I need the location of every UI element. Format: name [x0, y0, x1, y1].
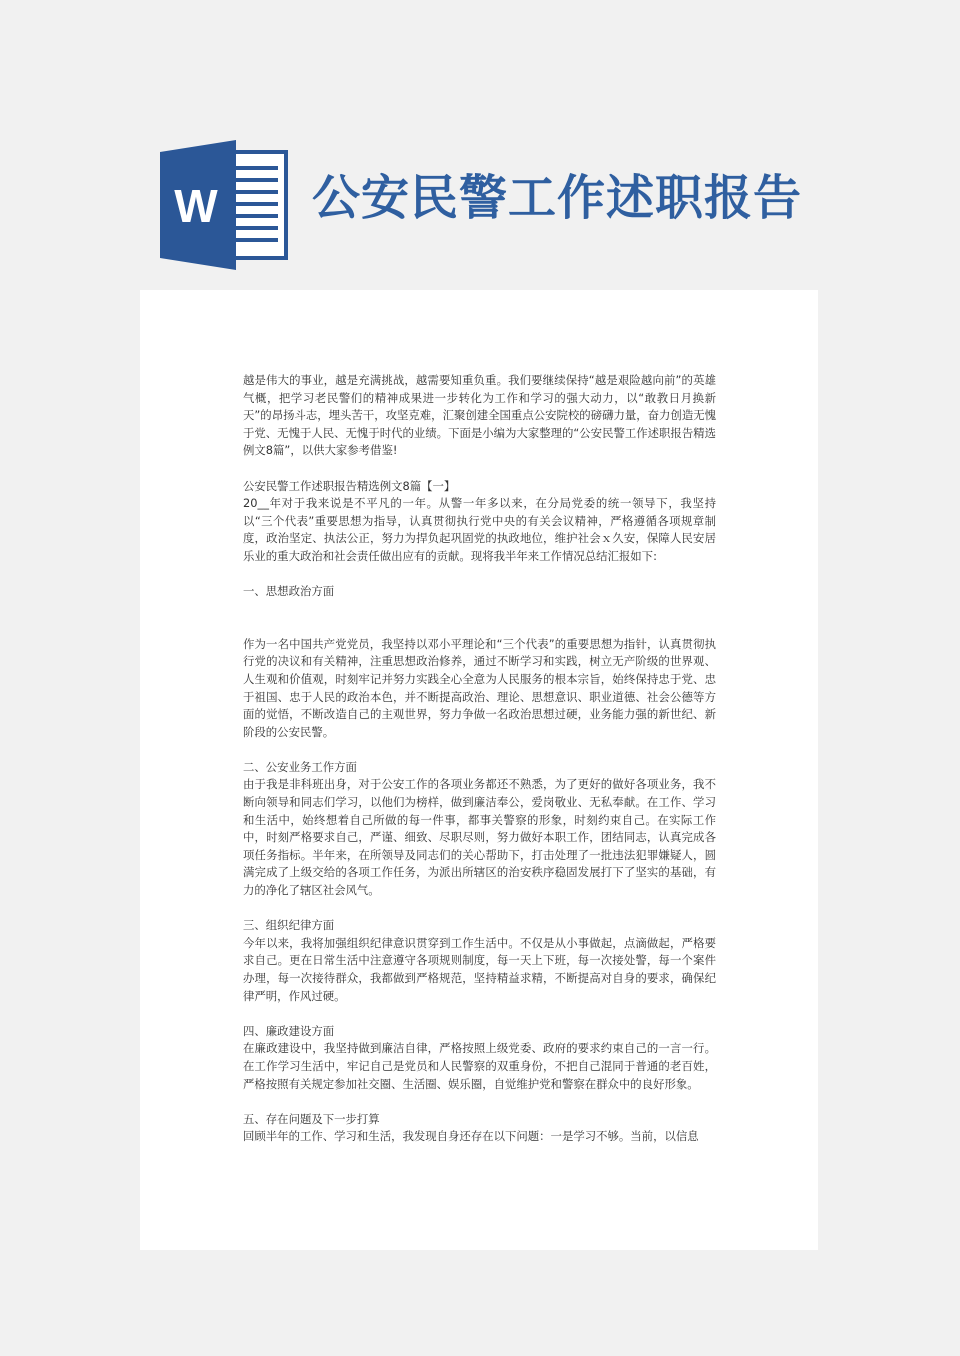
word-icon-letter: W — [174, 180, 218, 232]
section-body-1: 作为一名中国共产党党员，我坚持以邓小平理论和“三个代表”的重要思想为指针，认真贯彻执行党的决议和有关精神，注重思想政治修养，通过不断学习和实践，树立无产阶级的世界观、人生观和价值观，时刻牢记并努力实践全心全意为人民服务的根本宗旨，始终保持忠于党、忠于祖国、忠于人民的政治本色，并不断提高政治、理论、思想意识、职业道德、社会公德等方面的觉悟，不断改造自己的主观世界，努力争做一名政治思想过硬，业务能力强的新世纪、新阶段的公安民警。 — [243, 636, 716, 739]
page-title: 公安民警工作述职报告 — [312, 170, 803, 226]
section-body-2: 由于我是非科班出身，对于公安工作的各项业务都还不熟悉，为了更好的做好各项业务，我不断向领导和同志们学习，以他们为榜样，做到廉洁奉公，爱岗敬业、无私奉献。在工作、学习和生活中，始终想着自己所做的每一件事，都事关警察的形象，时刻约束自己。在实际工作中，时刻严格要求自己，严谨、细致、尽职尽则，努力做好本职工作，团结同志，认真完成各项任务指标。半年来，在所领导及同志们的关心帮助下，打击处理了一批违法犯罪嫌疑人，圆满完成了上级交给的各项工作任务，为派出所辖区的治安秩序稳固发展打下了坚实的基础，有力的净化了辖区社会风气。 — [243, 777, 716, 898]
intro-paragraph: 越是伟大的事业，越是充满挑战，越需要知重负重。我们要继续保持“越是艰险越向前”的英雄气概，把学习老民警们的精神成果进一步转化为工作和学习的强大动力，以“敢教日月换新天”的昂扬斗志，埋头苦干，攻坚克难，汇聚创建全国重点公安院校的磅礴力量，奋力创造无愧于党、无愧于人民、无愧于时代的业绩。下面是小编为大家整理的“公安民警工作述职报告精选例文8篇”，以供大家参考借鉴! — [243, 373, 716, 458]
article-title: 公安民警工作述职报告精选例文8篇【一】 — [243, 478, 456, 493]
section-body-4: 在廉政建设中，我坚持做到廉洁自律，严格按照上级党委、政府的要求约束自己的一言一行。在工作学习生活中，牢记自己是党员和人民警察的双重身份，不把自己混同于普通的老百姓，严格按照有关规定参加社交圈、生活圈、娱乐圈，自觉维护党和警察在群众中的良好形象。 — [243, 1041, 716, 1091]
section-body-5: 回顾半年的工作、学习和生活，我发现自身还存在以下问题：一是学习不够。当前，以信息 — [243, 1129, 699, 1144]
section-heading-4: 四、廉政建设方面 — [243, 1023, 335, 1038]
document-body — [243, 372, 716, 1146]
section-body-3: 今年以来，我将加强组织纪律意识贯穿到工作生活中。不仅是从小事做起，点滴做起，严格要求自己。更在日常生活中注意遵守各项规则制度，每一天上下班，每一次接处警，每一个案件办理，每一次接待群众，我都做到严格规范，坚持精益求精，不断提高对自身的要求，确保纪律严明，作风过硬。 — [243, 935, 716, 1003]
word-document-icon — [160, 140, 290, 270]
opening-paragraph: 20__年对于我来说是不平凡的一年。从警一年多以来，在分局党委的统一领导下，我坚持以“三个代表”重要思想为指导，认真贯彻执行党中央的有关会议精神，严格遵循各项规章制度，政治坚定、执法公正，努力为捍负起巩固党的执政地位，维护社会ｘ久安，保障人民安居乐业的重大政治和社会责任做出应有的贡献。现将我半年来工作情况总结汇报如下: — [243, 496, 716, 563]
section-heading-5: 五、存在问题及下一步打算 — [243, 1111, 380, 1126]
document-page — [140, 290, 818, 1250]
section-heading-2: 二、公安业务工作方面 — [243, 759, 357, 774]
section-heading-1: 一、思想政治方面 — [243, 584, 335, 599]
header-banner — [0, 0, 960, 290]
section-heading-3: 三、组织纪律方面 — [243, 918, 335, 933]
